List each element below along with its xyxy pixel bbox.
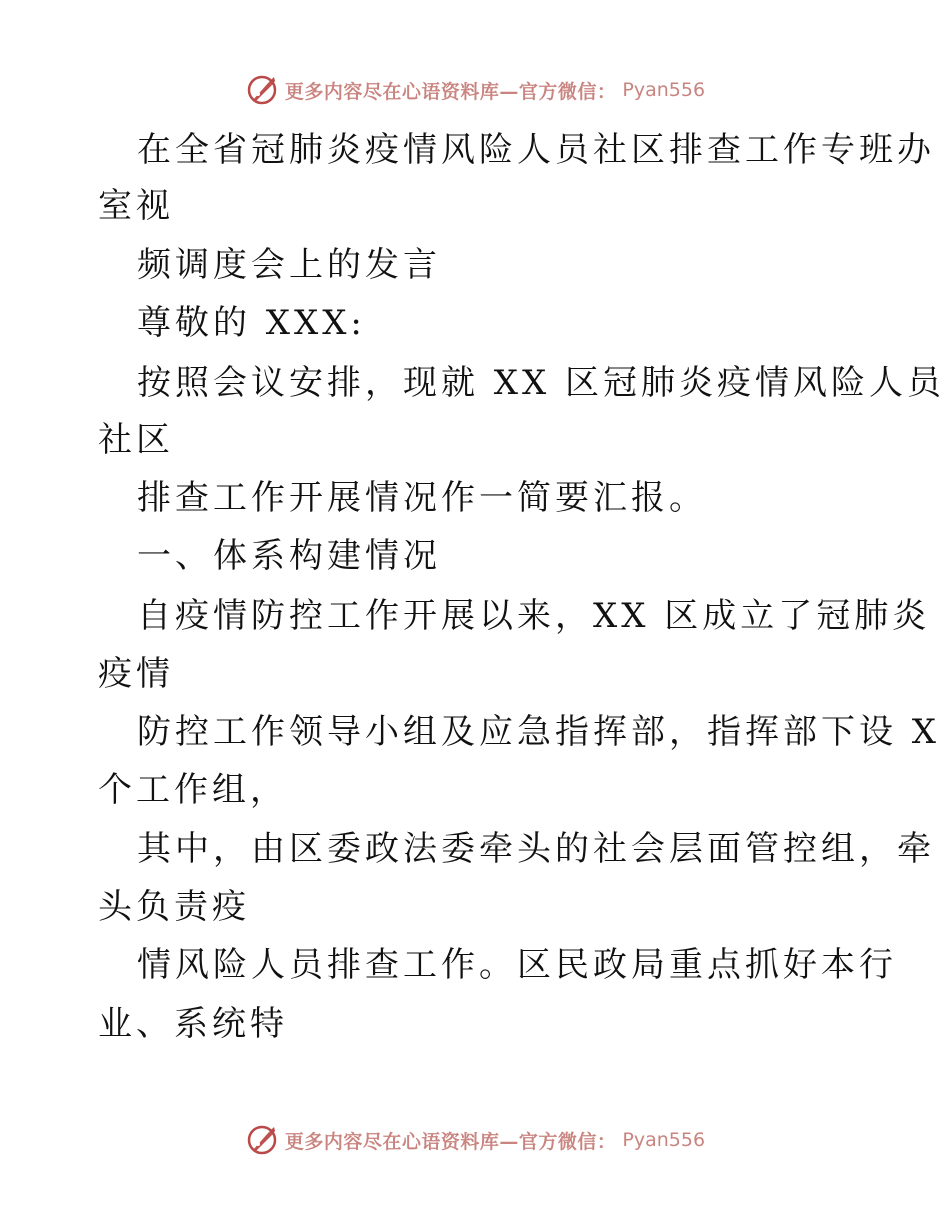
- watermark-text: 更多内容尽在心语资料库—官方微信：: [284, 1130, 617, 1153]
- watermark-wechat-id: Pyan556: [622, 79, 706, 101]
- text-line: 个工作组，: [98, 770, 288, 810]
- text-line: 自疫情防控工作开展以来，XX 区成立了冠肺炎: [137, 596, 931, 636]
- text-line: 室视: [98, 186, 174, 226]
- header-watermark: [0, 70, 950, 110]
- footer-watermark: [0, 1120, 950, 1160]
- watermark-wechat-id: Pyan556: [622, 1129, 706, 1151]
- text-line: 情风险人员排查工作。区民政局重点抓好本行: [137, 945, 897, 985]
- quill-pen-logo-icon: [245, 73, 279, 107]
- text-line: 业、系统特: [98, 1004, 288, 1044]
- watermark-text: 更多内容尽在心语资料库—官方微信：: [284, 80, 617, 103]
- text-line: 社区: [98, 420, 174, 460]
- quill-pen-logo-icon: [245, 1123, 279, 1157]
- text-line: 疫情: [98, 654, 174, 694]
- text-line: 防控工作领导小组及应急指挥部，指挥部下设 X: [137, 712, 941, 752]
- text-line: 频调度会上的发言: [137, 245, 441, 285]
- text-line: 排查工作开展情况作一简要汇报。: [137, 478, 707, 518]
- text-line: 其中，由区委政法委牵头的社会层面管控组，牵: [137, 829, 935, 869]
- section-heading: 一、体系构建情况: [137, 536, 441, 576]
- text-line: 头负责疫: [98, 887, 250, 927]
- text-line: 按照会议安排，现就 XX 区冠肺炎疫情风险人员: [137, 363, 946, 403]
- salutation: 尊敬的 XXX:: [137, 303, 366, 343]
- text-line: 在全省冠肺炎疫情风险人员社区排查工作专班办: [137, 130, 935, 170]
